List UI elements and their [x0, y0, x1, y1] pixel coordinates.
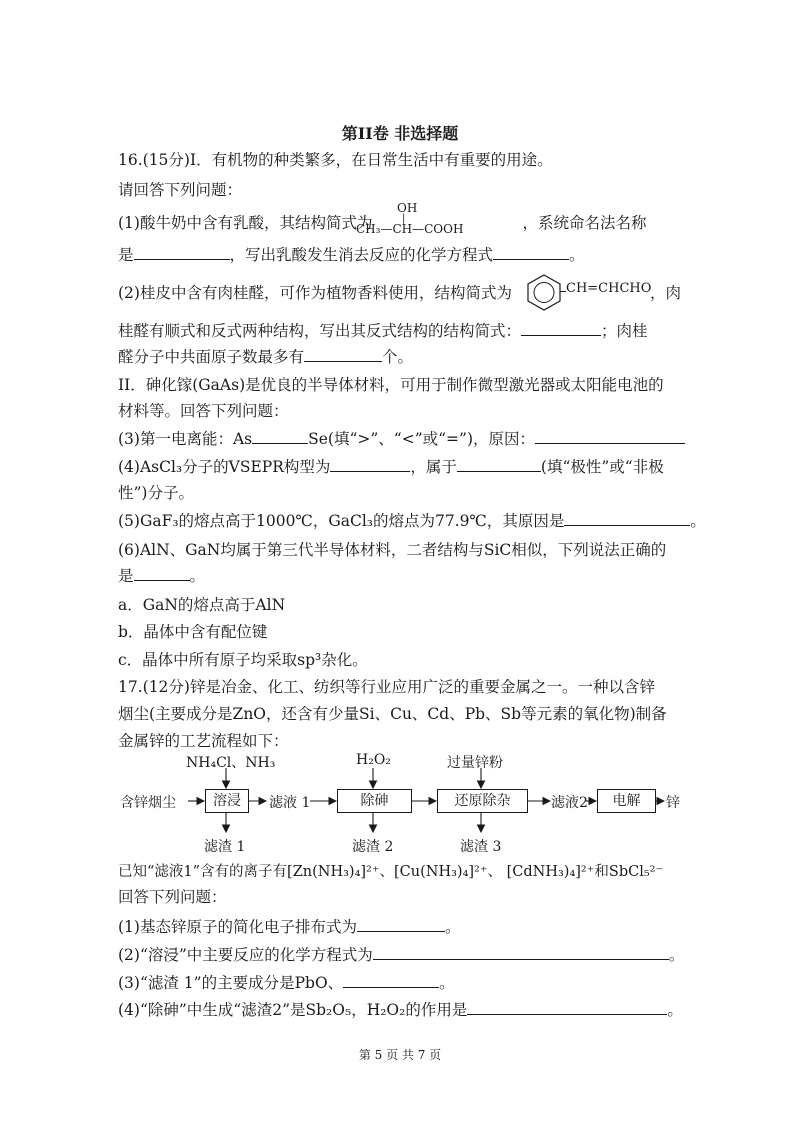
q17-intro-3: 金属锌的工艺流程如下： — [118, 732, 289, 750]
q16-part3-line: (3)第一电离能：As Se(填“>”、“<”或“=”)，原因： — [118, 429, 685, 449]
bond-line: | — [402, 213, 406, 224]
q16-section2-prompt: 材料等。回答下列问题： — [118, 402, 289, 420]
answer-blank[interactable] — [493, 245, 569, 260]
flow-step-leaching: 溶浸 — [205, 789, 249, 813]
flow-step-reduction: 还原除杂 — [437, 789, 528, 813]
q17-part4: (4)“除砷”中生成“滤渣2”是Sb₂O₅，H₂O₂的作用是 。 — [118, 1001, 683, 1019]
answer-blank[interactable] — [373, 945, 669, 960]
hydroxyl-label: OH — [397, 201, 418, 215]
q16-part2-line: (2)桂皮中含有肉桂醛，可作为植物香料使用，结构简式为 ，肉 — [118, 284, 681, 302]
q16-part6-line: (6)AlN、GaN均属于第三代半导体材料，二者结构与SiC相似，下列说法正确的 — [118, 541, 667, 559]
flow-reagent-1: NH₄Cl、NH₃ — [186, 755, 276, 771]
answer-blank[interactable] — [564, 511, 690, 526]
q16-section2-intro: II．砷化镓(GaAs)是优良的半导体材料，可用于制作微型激光器或太阳能电池的 — [118, 376, 664, 394]
flow-reagent-2: H₂O₂ — [356, 752, 391, 768]
flow-filtrate-1: 滤液 1 — [269, 795, 311, 811]
q17-part3: (3)“滤渣 1”的主要成分是PbO、 。 — [118, 974, 455, 992]
flow-step-electrolysis: 电解 — [597, 789, 656, 813]
q16-part6-answer: 是 。 — [118, 567, 206, 585]
answer-blank[interactable] — [304, 347, 382, 362]
answer-blank[interactable] — [134, 245, 230, 260]
answer-blank[interactable] — [343, 973, 439, 988]
cinnamaldehyde-side-chain: CH=CHCHO — [566, 281, 652, 296]
q16-part4-cont: 性”)分子。 — [118, 484, 194, 502]
q17-intro: 17.(12分)锌是冶金、化工、纺织等行业应用广泛的重要金属之一。一种以含锌 — [118, 678, 655, 696]
q16-part4-line: (4)AsCl₃分子的VSEPR构型为 ，属于 (填“极性”或“非极 — [118, 458, 664, 476]
q16-part1-answer-line: 是 ，写出乳酸发生消去反应的化学方程式 。 — [118, 246, 585, 264]
q17-prompt: 回答下列问题： — [118, 888, 227, 906]
flow-start: 含锌烟尘 — [120, 795, 176, 811]
q16-part5-line: (5)GaF₃的熔点高于1000℃，GaCl₃的熔点为77.9℃，其原因是 。 — [118, 512, 706, 530]
answer-blank[interactable] — [467, 1000, 667, 1015]
answer-blank[interactable] — [457, 457, 541, 472]
answer-blank[interactable] — [535, 429, 685, 444]
page-number: 第 5 页 共 7 页 — [358, 1048, 442, 1062]
answer-blank[interactable] — [521, 321, 601, 336]
lactic-acid-formula: CH₃—CH—COOH — [356, 222, 464, 236]
option-b: b．晶体中含有配位键 — [118, 623, 268, 641]
answer-blank[interactable] — [252, 429, 308, 444]
section-title: 第II卷 非选择题 — [341, 124, 459, 143]
option-a: a．GaN的熔点高于AlN — [118, 596, 286, 614]
q16-intro: 16.(15分)I．有机物的种类繁多，在日常生活中有重要的用途。 — [118, 151, 553, 169]
q17-part1: (1)基态锌原子的简化电子排布式为 。 — [118, 918, 461, 936]
q16-prompt: 请回答下列问题： — [118, 181, 243, 199]
flow-residue-3: 滤渣 3 — [460, 839, 502, 855]
q16-part1-line: (1)酸牛奶中含有乳酸，其结构简式为 ，系统命名法名称 — [118, 214, 647, 232]
answer-blank[interactable] — [134, 566, 190, 581]
answer-blank[interactable] — [330, 457, 410, 472]
q16-part2-answer-line: 桂醛有顺式和反式两种结构，写出其反式结构的结构简式： ；肉桂 — [118, 322, 648, 340]
q17-part2: (2)“溶浸”中主要反应的化学方程式为 。 — [118, 946, 685, 964]
option-c: c．晶体中所有原子均采取sp³杂化。 — [118, 651, 368, 669]
answer-blank[interactable] — [357, 917, 445, 932]
flow-residue-1: 滤渣 1 — [204, 839, 246, 855]
flow-step-arsenic-removal: 除砷 — [337, 789, 412, 813]
flow-filtrate-2: 滤液2 — [551, 795, 588, 811]
q16-part2-count-line: 醛分子中共面原子数最多有 个。 — [118, 348, 414, 366]
flow-reagent-3: 过量锌粉 — [447, 755, 503, 771]
q17-intro-2: 烟尘(主要成分是ZnO，还含有少量Si、Cu、Cd、Pb、Sb等元素的氧化物)制备 — [118, 705, 667, 723]
benzene-ring-icon — [524, 273, 564, 311]
flow-residue-2: 滤渣 2 — [352, 839, 394, 855]
q17-known-info: 已知“滤液1”含有的离子有[Zn(NH₃)₄]²⁺、[Cu(NH₃)₄]²⁺、 [CdNH₃)₄]²⁺和SbCl₅²⁻ — [118, 864, 664, 880]
flow-end: 锌 — [666, 795, 680, 811]
